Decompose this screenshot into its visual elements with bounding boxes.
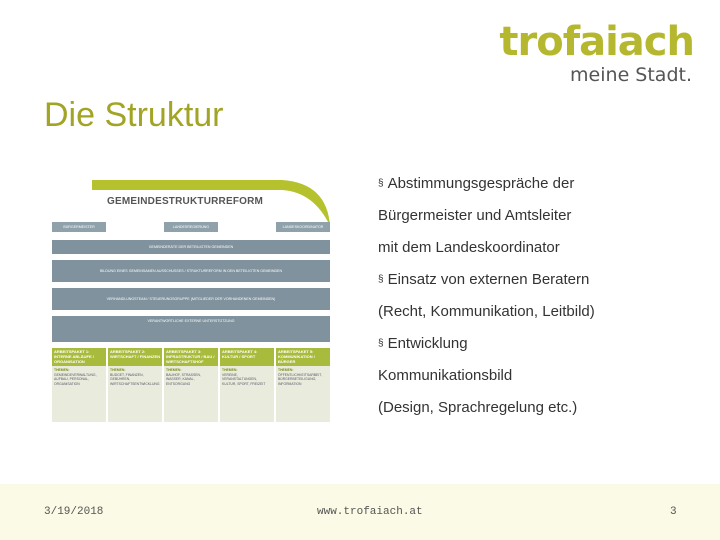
work-package-title: ARBEITSPAKET 5: (278, 349, 314, 354)
footer-date: 3/19/2018 (44, 506, 104, 518)
work-package-topics: GEMEINDEVERWALTUNG, AUFBAU, PERSONAL, ORGANISATION (54, 372, 97, 386)
trofaiach-logo (474, 20, 694, 90)
bullet-marker-icon: § (378, 274, 384, 285)
diagram-row-4: VERANTWORTLICHE EXTERNE UNTERSTÜTZUNG (52, 316, 330, 342)
bullet-text: mit dem Landeskoordinator (378, 239, 560, 256)
work-package-subtitle: WIRTSCHAFT / FINANZEN (110, 354, 160, 359)
slide-title: Die Struktur (44, 96, 224, 134)
bullet-continuation (378, 300, 698, 332)
bullet-text: Bürgermeister und Amtsleiter (378, 207, 572, 224)
bullet-item (378, 268, 698, 300)
diagram-box-top-right: LANDESKOORDINATOR (276, 222, 330, 232)
work-package-2 (108, 348, 162, 422)
work-package-topics-label: THEMEN: (54, 368, 70, 372)
logo-tagline: meine Stadt. (570, 64, 692, 86)
slide-footer (0, 484, 720, 540)
structure-diagram (52, 178, 330, 422)
work-package-title: ARBEITSPAKET 1: (54, 349, 90, 354)
diagram-row-2: BILDUNG EINES GEMEINSAMEN AUSSCHUSSES / STRUKTURREFORM IN DEN BETEILIGTEN GEMEINDEN (52, 260, 330, 282)
work-package-subtitle: KULTUR / SPORT (222, 354, 256, 359)
bullet-marker-icon: § (378, 178, 384, 189)
work-package-title: ARBEITSPAKET 2: (110, 349, 146, 354)
work-package-1 (52, 348, 106, 422)
footer-page-number: 3 (670, 506, 677, 518)
bullet-marker-icon: § (378, 338, 384, 349)
work-package-topics-label: THEMEN: (278, 368, 294, 372)
bullet-continuation (378, 396, 698, 428)
bullet-text: (Recht, Kommunikation, Leitbild) (378, 303, 595, 320)
work-package-subtitle: KOMMUNIKATION / BÜRGER (278, 354, 315, 364)
bullet-item (378, 172, 698, 204)
bullet-item (378, 332, 698, 364)
bullet-continuation (378, 364, 698, 396)
diagram-box-top-center: LANDESREGIERUNG (164, 222, 218, 232)
bullet-text: Kommunikationsbild (378, 367, 513, 384)
diagram-row-3: VERHANDLUNGSTEAM / STEUERUNGSGRUPPE (MITGLIEDER DER VORHANDENEN GEMEINDEN) (52, 288, 330, 310)
diagram-box-top-left: BÜRGERMEISTER (52, 222, 106, 232)
footer-url[interactable]: www.trofaiach.at (317, 506, 423, 518)
bullet-text: (Design, Sprachregelung etc.) (378, 399, 578, 416)
work-package-subtitle: INFRASTRUKTUR / BAU / WIRTSCHAFTSHOF (166, 354, 215, 364)
logo-wordmark: trofaiach (499, 19, 694, 65)
work-package-topics: BUDGET, FINANZEN, GEBÜHREN, WIRTSCHAFTSENTWICKLUNG (110, 372, 160, 386)
work-package-3 (164, 348, 218, 422)
work-package-subtitle: INTERNE ABLÄUFE / ORGANISATION (54, 354, 94, 364)
work-package-topics: VEREINE, VERANSTALTUNGEN, KULTUR, SPORT, FREIZEIT (222, 372, 266, 386)
bullet-text: Einsatz von externen Beratern (387, 271, 590, 288)
bullet-continuation (378, 204, 698, 236)
work-package-topics: BAUHOF, STRASSEN, WASSER, KANAL, ENTSORGUNG (166, 372, 201, 386)
bullet-text: Entwicklung (387, 335, 468, 352)
bullet-text: Abstimmungsgespräche der (387, 175, 575, 192)
work-package-5 (276, 348, 330, 422)
work-package-topics: ÖFFENTLICHKEITSARBEIT, BÜRGERBETEILIGUNG, INFORMATION (278, 372, 322, 386)
work-package-topics-label: THEMEN: (222, 368, 238, 372)
work-package-4 (220, 348, 274, 422)
work-package-title: ARBEITSPAKET 3: (166, 349, 202, 354)
diagram-row-1: GEMEINDERÄTE DER BETEILIGTEN GEMEINDEN (52, 240, 330, 254)
bullet-list (378, 172, 698, 428)
work-package-title: ARBEITSPAKET 4: (222, 349, 258, 354)
diagram-title: GEMEINDESTRUKTURREFORM (107, 196, 264, 207)
bullet-continuation (378, 236, 698, 268)
work-package-topics-label: THEMEN: (110, 368, 126, 372)
work-package-topics-label: THEMEN: (166, 368, 182, 372)
